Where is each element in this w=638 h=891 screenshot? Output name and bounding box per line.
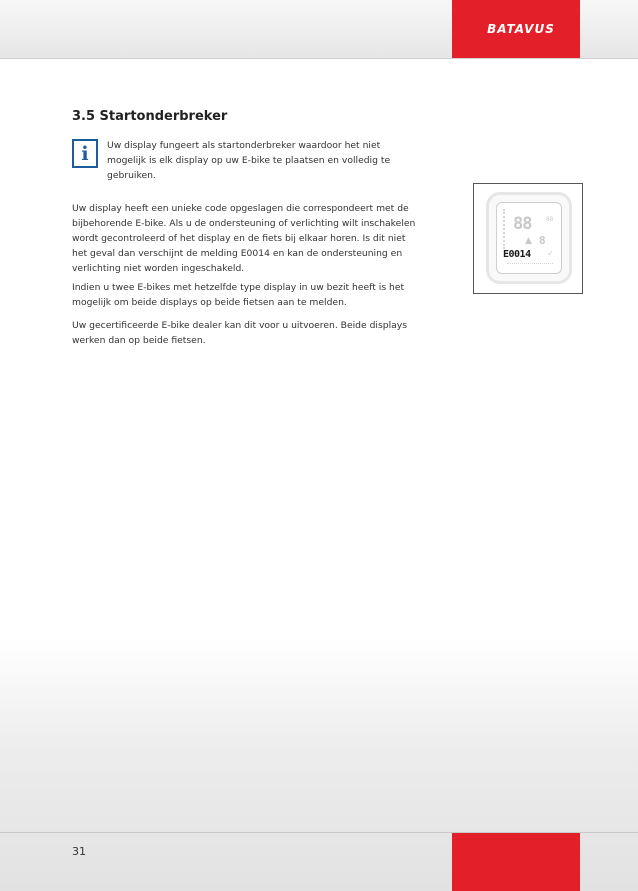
battery-segment-bar (503, 209, 513, 249)
info-icon (72, 139, 98, 168)
footer-brand-tab (452, 833, 580, 891)
assist-arrow-icon: ▲ (525, 236, 532, 246)
page-number: 31 (72, 845, 86, 858)
section-title: 3.5 Startonderbreker (72, 109, 228, 124)
speed-digits: 88 (513, 214, 532, 234)
paragraph-line: mogelijk om beide displays op beide fietsen aan te melden. (72, 297, 347, 308)
note-line: mogelijk is elk display op uw E-bike te plaatsen en volledig te (107, 155, 391, 166)
display-device (486, 192, 572, 284)
note-line: gebruiken. (107, 170, 156, 181)
paragraph-line: Uw display heeft een unieke code opgeslagen die correspondeert met de (72, 203, 409, 214)
error-code: E0014 (503, 249, 531, 260)
paragraph-line: Uw gecertificeerde E-bike dealer kan dit voor u uitvoeren. Beide displays (72, 320, 407, 331)
batavus-logo: BATAVUS (487, 22, 555, 36)
display-screen (496, 202, 562, 274)
paragraph-unique-code (72, 201, 437, 276)
display-illustration (473, 183, 583, 294)
small-digits: 88 (546, 216, 554, 223)
display-base-segment (507, 263, 553, 267)
info-glyph: i (81, 143, 89, 165)
paragraph-line: werken dan op beide fietsen. (72, 335, 206, 346)
note-line: Uw display fungeert als startonderbreker waardoor het niet (107, 140, 381, 151)
mid-digit: 8 (539, 234, 546, 247)
paragraph-two-bikes (72, 280, 437, 310)
paragraph-line: verlichting niet worden ingeschakeld. (72, 263, 245, 274)
info-note (107, 138, 407, 183)
wrench-icon: ✓ (547, 249, 554, 258)
paragraph-dealer (72, 318, 437, 348)
paragraph-line: het geval dan verschijnt de melding E0014 en kan de ondersteuning en (72, 248, 403, 259)
paragraph-line: wordt gecontroleerd of het display en de fiets bij elkaar horen. Is dit niet (72, 233, 406, 244)
paragraph-line: bijbehorende E-bike. Als u de ondersteuning of verlichting wilt inschakelen (72, 218, 416, 229)
paragraph-line: Indien u twee E-bikes met hetzelfde type display in uw bezit heeft is het (72, 282, 405, 293)
